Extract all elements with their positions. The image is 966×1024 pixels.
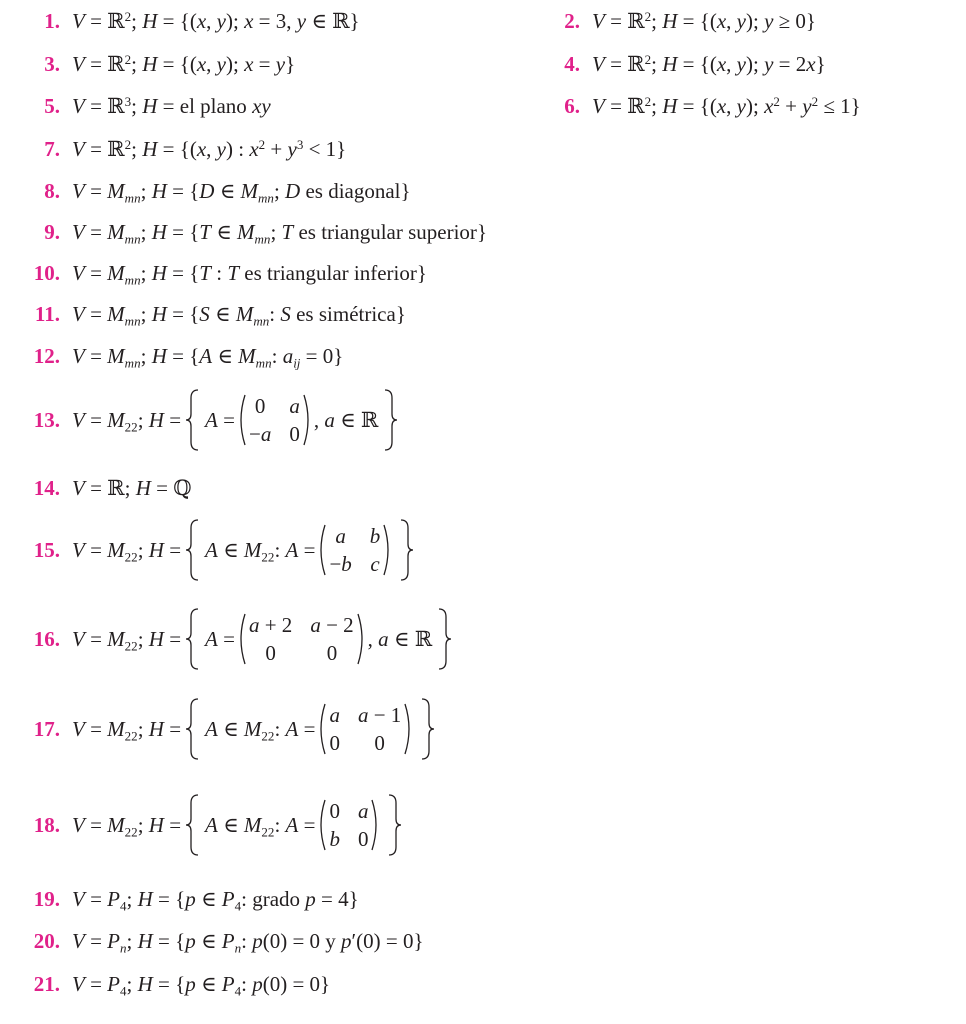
diagonal-text: es diagonal — [305, 179, 401, 203]
exercise-statement: V = ℝ$^2$; H = {(x, y); y ≥ 0} — [592, 8, 816, 33]
exercise-statement: $V = M_{mn}$; H = {A ∈ $M_{mn}$: $a_{ij} = 0$} — [72, 344, 344, 371]
left-paren — [315, 523, 327, 577]
right-brace — [386, 793, 402, 857]
right-paren — [370, 798, 382, 852]
exercise-statement: V = ℝ$^2$; H = {(x, y); x = 3, y ∈ ℝ} — [72, 8, 360, 33]
exercise-number: 5. — [44, 94, 60, 118]
exercise-statement: $V = M_{22}$; H = A = 0 a −a 0 , a ∈ ℝ — [72, 385, 402, 455]
left-paren — [315, 798, 327, 852]
exercise-number: 10. — [33, 261, 60, 285]
left-brace — [185, 518, 201, 582]
exercise-statement: V = ℝ$^2$; H = {(x, y); $x^2 + y^2 \le 1$} — [592, 93, 861, 118]
exercise-number: 7. — [44, 137, 60, 161]
right-brace — [436, 607, 452, 671]
right-paren — [382, 523, 394, 577]
exercise-statement: $V = M_{22}$; H = A ∈ $M_{22}$: A = 0 a b 0 — [72, 790, 406, 860]
exercise-number: 20. — [33, 929, 60, 953]
symmetric-text: es simétrica — [296, 302, 396, 326]
exercise-number: 17. — [33, 717, 60, 741]
exercise-statement: $V = M_{mn}$; H = {T : T es triangular inferior} — [72, 261, 427, 288]
exercise-statement: V = ℝ$^2$; H = {(x, y) : $x^2 + y^3 < 1$} — [72, 136, 347, 161]
exercise-number: 13. — [33, 408, 60, 432]
matrix: a + 2 a − 2 0 0 — [248, 613, 354, 665]
exercise-number: 8. — [44, 179, 60, 203]
lower-triangular-text: es triangular inferior — [244, 261, 417, 285]
exercise-statement: $V = M_{mn}$; H = {D ∈ $M_{mn}$; D es diagonal} — [72, 179, 411, 206]
and-text: y — [325, 929, 336, 953]
left-brace — [185, 793, 201, 857]
exercise-number: 4. — [564, 52, 580, 76]
upper-triangular-text: es triangular superior — [298, 220, 477, 244]
left-paren — [235, 612, 247, 666]
right-brace — [382, 388, 398, 452]
exercise-statement: $V = M_{22}$; H = A ∈ $M_{22}$: A = a a − 1 0 0 — [72, 694, 439, 764]
exercise-number: 1. — [44, 9, 60, 33]
exercise-statement: $V = M_{22}$; H = A ∈ $M_{22}$: A = a b −b c — [72, 515, 418, 585]
exercise-statement: $V = M_{22}$; H = A = a + 2 a − 2 0 0 , a ∈ ℝ — [72, 604, 456, 674]
left-brace — [185, 607, 201, 671]
degree-text: grado — [252, 887, 301, 911]
exercise-statement: $V = M_{mn}$; H = {S ∈ $M_{mn}$: S es simétrica} — [72, 302, 406, 329]
exercise-statement: $V = P_4$; H = {p ∈ $P_4$: p(0) = 0} — [72, 972, 331, 999]
exercise-number: 11. — [34, 302, 60, 326]
left-paren — [235, 393, 247, 447]
exercise-statement: V = ℝ$^2$; H = {(x, y); y = 2x} — [592, 51, 826, 76]
exercise-number: 18. — [33, 813, 60, 837]
exercise-number: 14. — [33, 476, 60, 500]
right-paren — [302, 393, 314, 447]
matrix: a b −b c — [329, 524, 381, 576]
matrix: 0 a −a 0 — [248, 394, 300, 446]
right-paren — [403, 702, 415, 756]
exercise-statement: $V = M_{mn}$; H = {T ∈ $M_{mn}$; T es triangular superior} — [72, 220, 488, 247]
exercise-number: 2. — [564, 9, 580, 33]
exercise-number: 16. — [33, 627, 60, 651]
right-brace — [419, 697, 435, 761]
exercise-statement: V = ℝ$^2$; H = {(x, y); x = y} — [72, 51, 296, 76]
left-paren — [315, 702, 327, 756]
exercise-number: 9. — [44, 220, 60, 244]
exercise-number: 3. — [44, 52, 60, 76]
matrix: a a − 1 0 0 — [329, 703, 402, 755]
left-brace — [185, 388, 201, 452]
exercise-number: 6. — [564, 94, 580, 118]
exercise-statement: $V = P_n$; H = {p ∈ $P_n$: p(0) = 0 y p′(0) = 0} — [72, 929, 424, 956]
exercise-statement: V = ℝ; H = ℚ — [72, 476, 192, 500]
right-brace — [398, 518, 414, 582]
plane-text: el plano — [179, 94, 247, 118]
left-brace — [185, 697, 201, 761]
exercise-number: 19. — [33, 887, 60, 911]
exercise-number: 21. — [33, 972, 60, 996]
exercise-statement: $V = P_4$; H = {p ∈ $P_4$: grado p = 4} — [72, 887, 359, 914]
matrix: 0 a b 0 — [329, 799, 369, 851]
exercise-number: 15. — [33, 538, 60, 562]
right-paren — [356, 612, 368, 666]
exercise-number: 12. — [33, 344, 60, 368]
exercise-statement: V = ℝ$^3$; H = el plano xy — [72, 93, 271, 118]
